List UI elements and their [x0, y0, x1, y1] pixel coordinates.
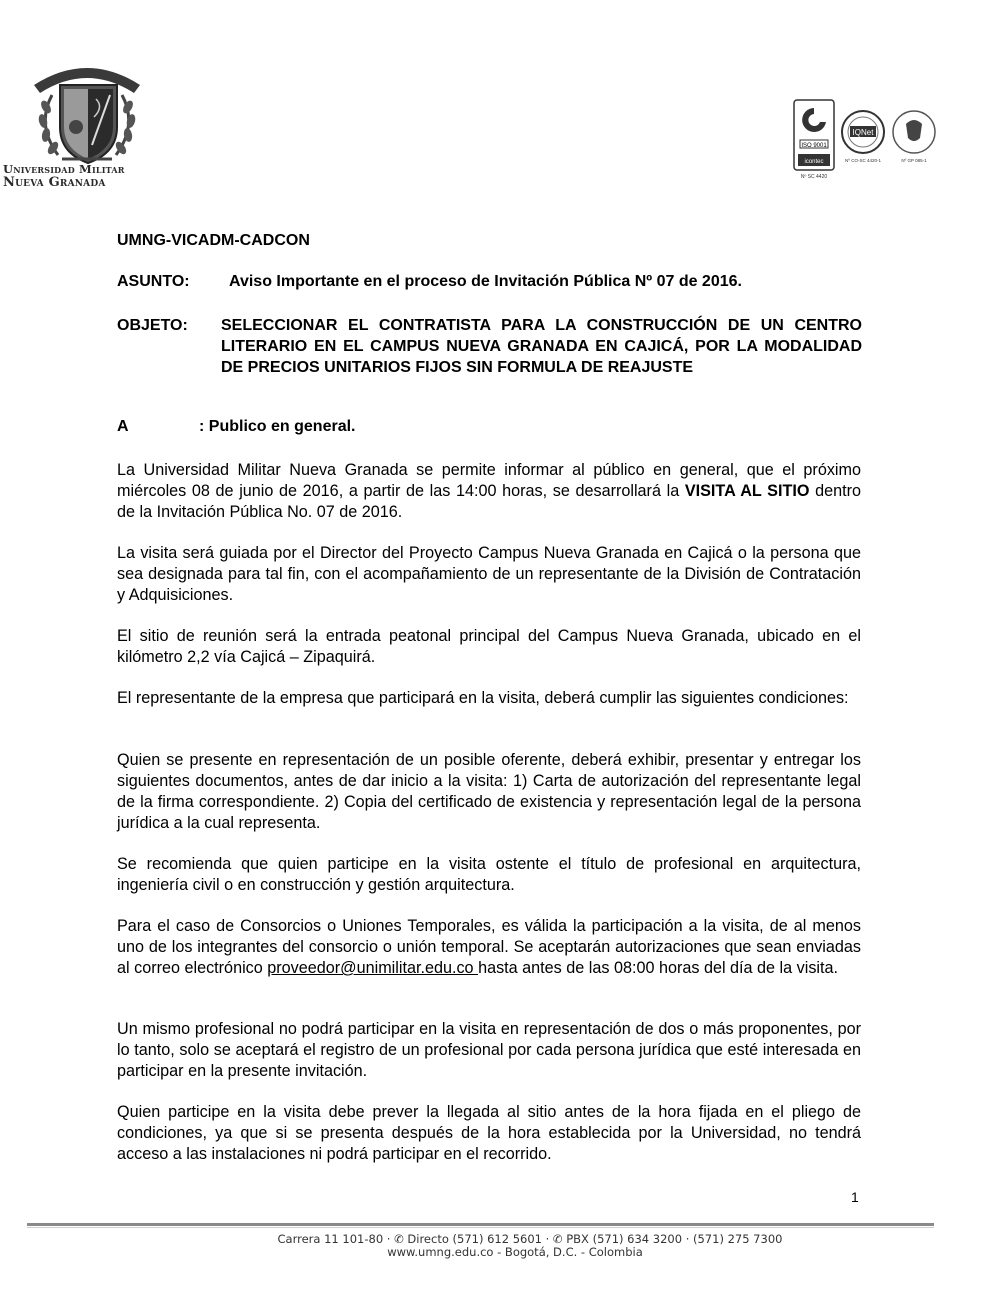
- university-name-line2: Nueva Granada: [3, 175, 106, 190]
- footer-website: www.umng.edu.co - Bogotá, D.C. - Colombia: [387, 1245, 643, 1259]
- document-reference: UMNG-VICADM-CADCON: [117, 232, 310, 249]
- svg-text:ISO 9001: ISO 9001: [801, 143, 827, 149]
- icontec-iso9001-seal-icon: [794, 100, 834, 180]
- university-name-line1: Universidad Militar: [3, 162, 125, 176]
- paragraph-single-professional: Un mismo profesional no podrá participar en la visita en representación de dos o más proponentes, por lo tanto, solo se aceptará el registro de un profesional por cada persona jurídica que esté interesada en participar en la presente invitación.: [117, 1020, 861, 1080]
- paragraph-text: Para el caso de Consorcios o Uniones Temporales, es válida la participación a la visita, de al menos uno de los integrantes del consorcio o unión temporal. Se aceptarán autorizaciones que sean enviadas al correo electrónico: [117, 917, 861, 977]
- paragraph-text: La Universidad Militar Nueva Granada se permite informar al público en general, que el próximo miércoles 08 de junio de 2016, a partir de las 14:00 horas, se desarrollará la: [117, 461, 861, 500]
- paragraph-guide: La visita será guiada por el Director del Proyecto Campus Nueva Granada en Cajicá o la persona que sea designada para tal fin, con el acompañamiento de un representante de la División de Contratación y Adquisiciones.: [117, 544, 861, 604]
- object-label: OBJETO:: [117, 317, 188, 334]
- subject-label: ASUNTO:: [117, 273, 190, 290]
- footer-divider-shadow: [27, 1227, 934, 1228]
- paragraph-announcement: [117, 460, 861, 523]
- footer-contact: [0, 1233, 1000, 1259]
- email-link[interactable]: proveedor@unimilitar.edu.co: [267, 959, 479, 977]
- university-crest-icon: [22, 55, 152, 170]
- paragraph-meeting-place: El sitio de reunión será la entrada peatonal principal del Campus Nueva Granada, ubicado en el kilómetro 2,2 vía Cajicá – Zipaquirá.: [117, 627, 861, 666]
- paragraph-conditions: El representante de la empresa que participará en la visita, deberá cumplir las siguientes condiciones:: [117, 689, 849, 707]
- paragraph-arrival: Quien participe en la visita debe prever la llegada al sitio antes de la hora fijada en el pliego de condiciones, ya que si se presenta después de la hora establecida por la Universidad, no tendrá acceso a las instalaciones ni podrá participar en el recorrido.: [117, 1103, 861, 1163]
- university-name: [3, 162, 153, 190]
- svg-text:icontec: icontec: [804, 159, 824, 165]
- svg-text:IQNet: IQNet: [852, 128, 874, 137]
- svg-text:Nº GP 085-1: Nº GP 085-1: [901, 158, 927, 163]
- object-line: [117, 315, 862, 378]
- svg-text:Nº SC 4420: Nº SC 4420: [800, 174, 828, 180]
- recipient-line: [117, 418, 355, 436]
- paragraph-consortia: [117, 916, 861, 979]
- gp-seal-icon: [893, 111, 935, 163]
- paragraph-recommendation: Se recomienda que quien participe en la visita ostente el título de profesional en arquitectura, ingeniería civil o en construcción y gestión arquitectura.: [117, 855, 861, 894]
- recipient-label: A: [117, 418, 129, 435]
- footer-address: Carrera 11 101-80 · ✆ Directo (571) 612 5601 · ✆ PBX (571) 634 3200 · (571) 275 7300: [277, 1232, 783, 1246]
- paragraph-text: hasta antes de las 08:00 horas del día de la visita.: [478, 959, 839, 977]
- paragraph-documents: Quien se presente en representación de un posible oferente, deberá exhibir, presentar y entregar los siguientes documentos, antes de dar inicio a la visita: 1) Carta de autorización del representante legal de la firma correspondiente. 2) Copia del certificado de existencia y representación legal de la persona jurídica a la cual representa.: [117, 751, 861, 832]
- recipient-text: : Publico en general.: [199, 418, 356, 435]
- object-text: SELECCIONAR EL CONTRATISTA PARA LA CONSTRUCCIÓN DE UN CENTRO LITERARIO EN EL CAMPUS NUEVA GRANADA EN CAJICÁ, POR LA MODALIDAD DE PRECIOS UNITARIOS FIJOS SIN FORMULA DE REAJUSTE: [221, 317, 862, 376]
- svg-text:Nº CO-SC 4420-1: Nº CO-SC 4420-1: [845, 158, 881, 163]
- page-number: 1: [851, 1189, 859, 1205]
- footer-divider: [27, 1223, 934, 1226]
- paragraph-text: dentro de la Invitación Pública No. 07 de 2016.: [117, 482, 861, 521]
- iqnet-seal-icon: [842, 111, 884, 163]
- certification-seals: [790, 98, 940, 180]
- subject-line: [117, 273, 742, 291]
- paragraph-bold-text: VISITA AL SITIO: [684, 482, 810, 500]
- subject-text: Aviso Importante en el proceso de Invitación Pública Nº 07 de 2016.: [229, 273, 742, 290]
